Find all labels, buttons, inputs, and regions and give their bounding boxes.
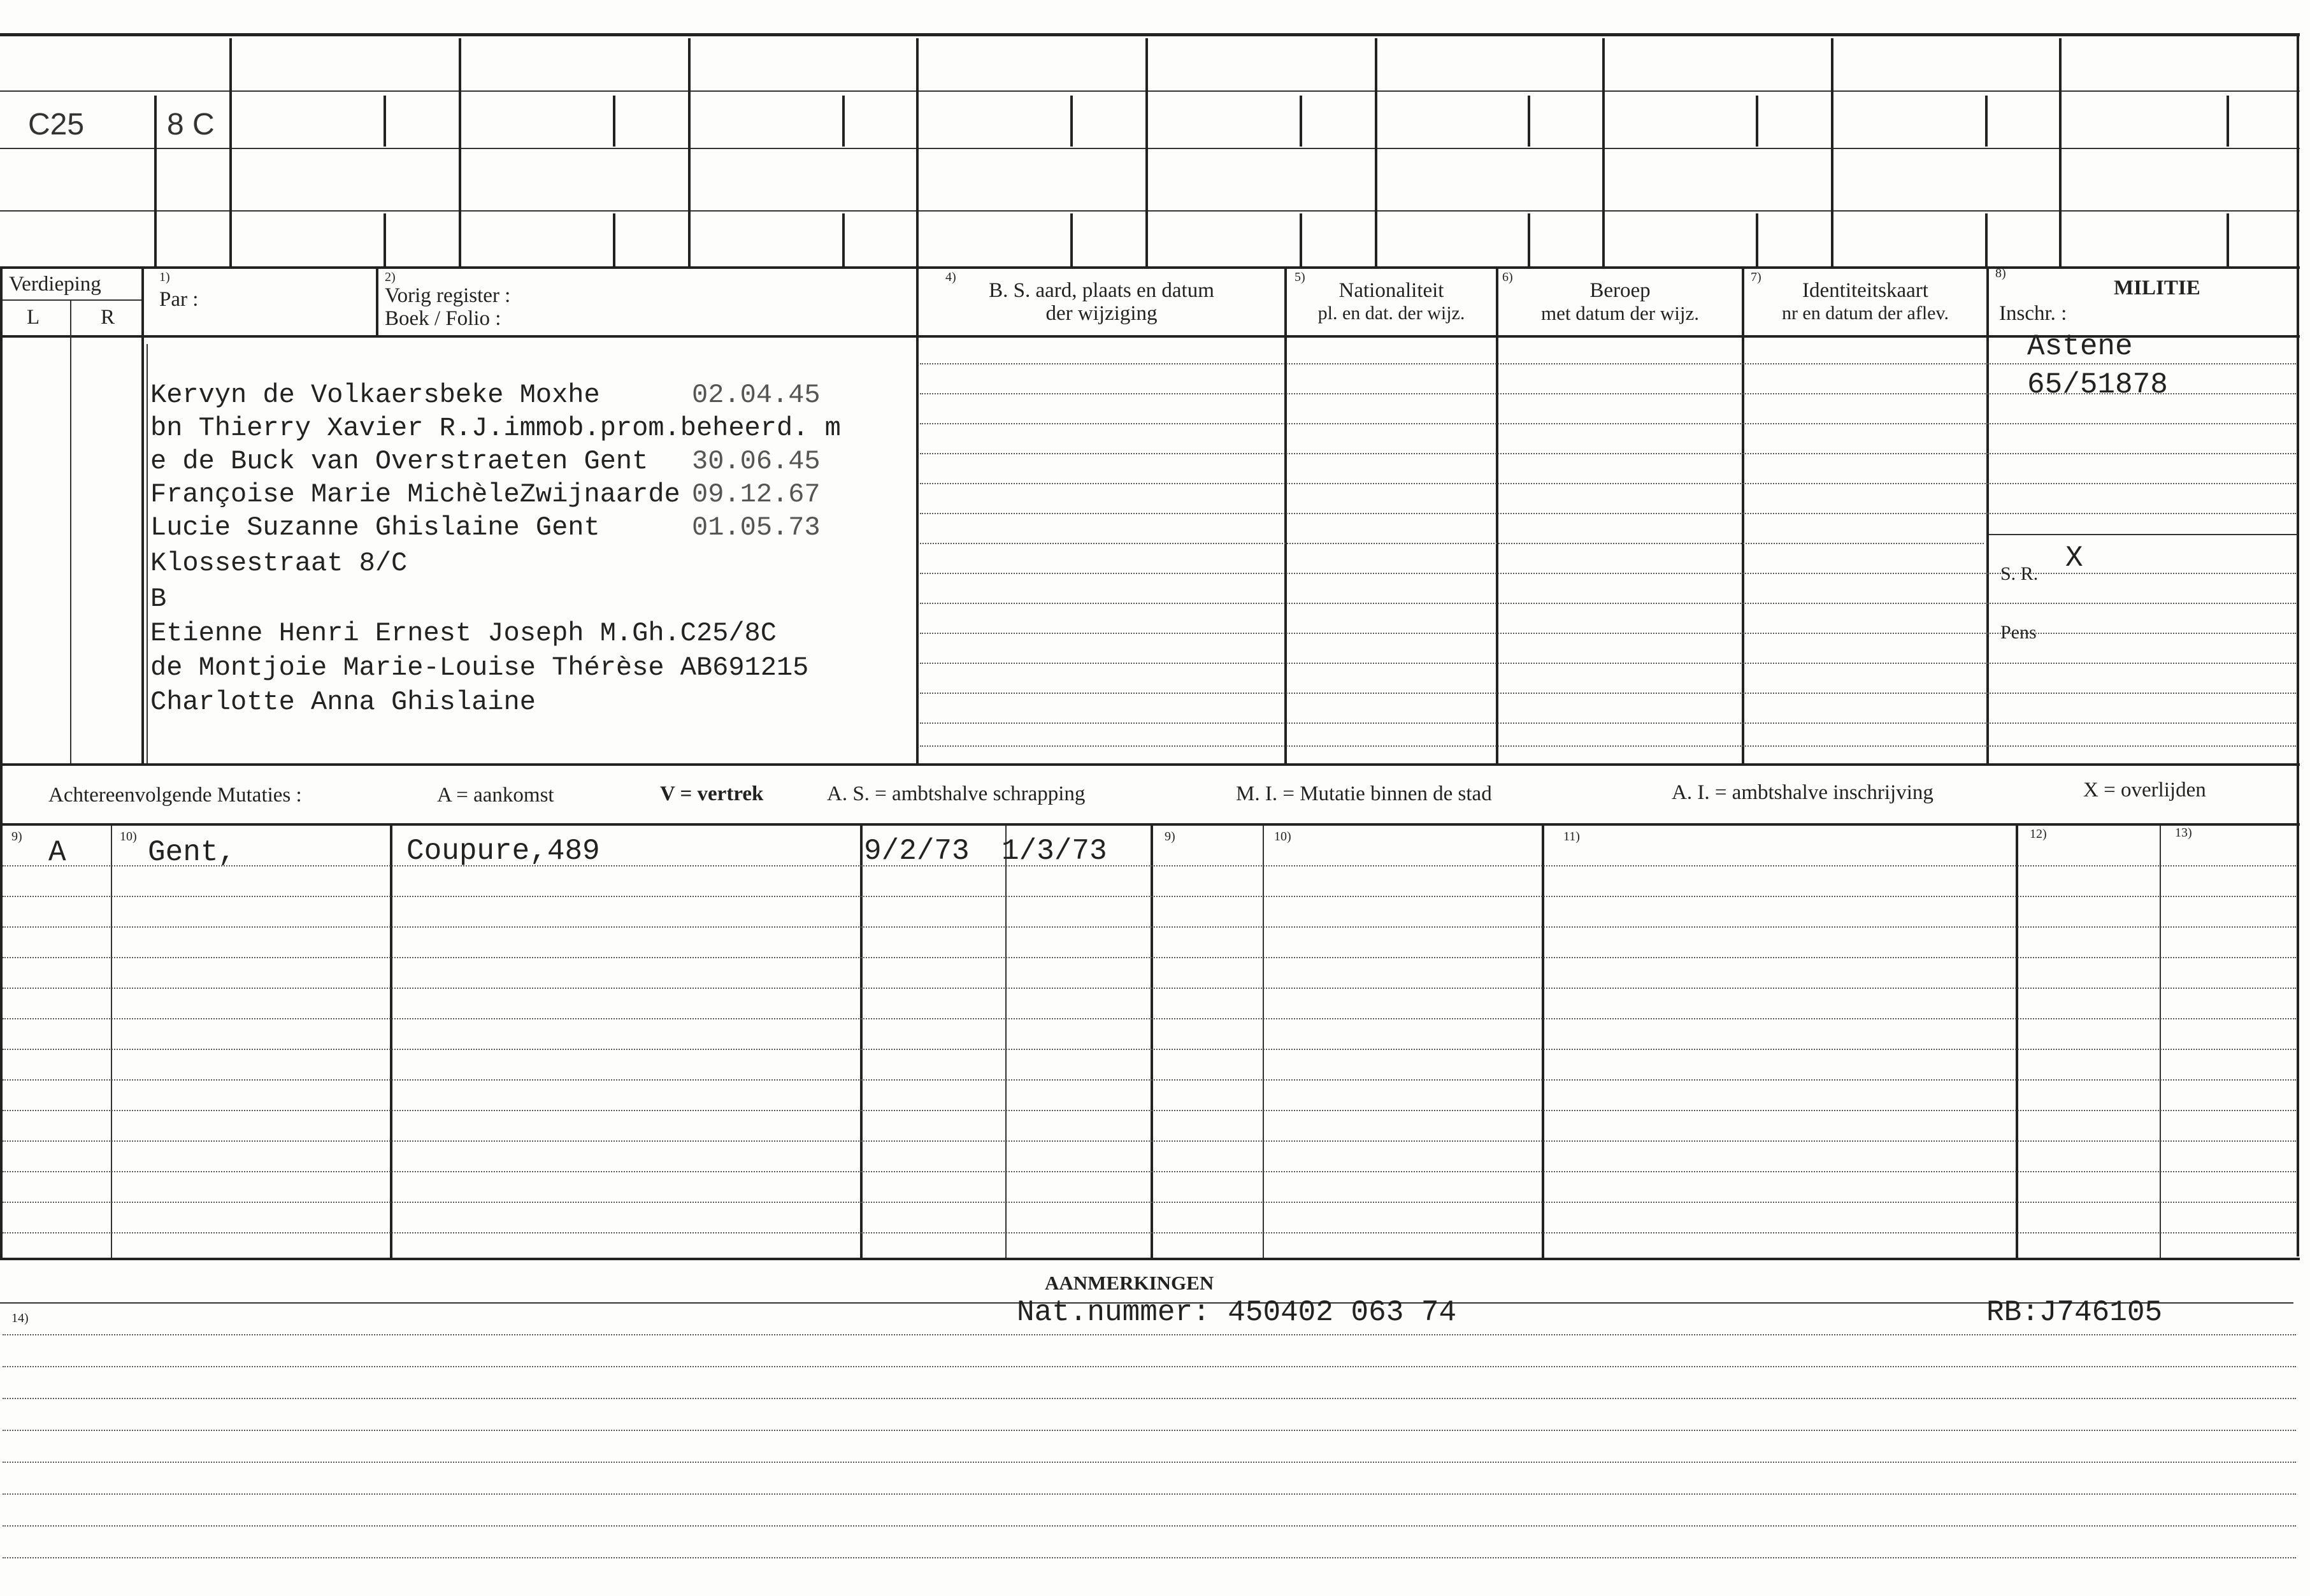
mutation-date-2: 1/3/73 [1001,835,1107,868]
field-number-5: 5) [1295,270,1305,284]
birth-date-2: 30.06.45 [692,446,821,477]
mutation-number-13: 13) [2175,826,2192,840]
person-line-7: B [150,584,167,614]
person-line-1: Kervyn de Volkaersbeke Moxhe [150,380,600,410]
person-line-4: Françoise Marie MichèleZwijnaarde [150,479,680,510]
left-label: L [27,306,40,329]
legend-x: X = overlijden [2083,779,2206,802]
remarks-title: AANMERKINGEN [1045,1272,1214,1294]
legend-a: A = aankomst [437,784,554,807]
identiteitskaart-header-line2: nr en datum der aflev. [1781,303,1949,324]
legend-v: V = vertrek [660,782,764,805]
rb-number: RB:J746105 [1986,1296,2163,1329]
sr-label: S. R. [2000,563,2039,584]
field-number-6: 6) [1502,270,1513,284]
mutation-date-1: 9/2/73 [864,835,970,868]
legend-as: A. S. = ambtshalve schrapping [827,782,1086,805]
mutation-number-12: 12) [2030,827,2047,841]
identiteitskaart-header-line1: Identiteitskaart [1802,279,1928,302]
bs-header-line2: der wijziging [1045,302,1158,325]
verdieping-label: Verdieping [9,273,101,296]
person-line-3: e de Buck van Overstraeten Gent [150,446,649,477]
floor-code: 8 C [167,108,215,141]
legend-title: Achtereenvolgende Mutaties : [48,784,302,807]
mutation-type: A [48,836,66,869]
sr-value: X [2065,542,2083,575]
mutation-number-9b: 9) [1165,830,1175,844]
field-number-8: 8) [1995,266,2006,280]
person-line-2: bn Thierry Xavier R.J.immob.prom.beheerd. m [150,413,841,443]
birth-date-3: 09.12.67 [692,479,821,510]
birth-date-1: 02.04.45 [692,380,821,410]
person-line-6: Klossestraat 8/C [150,548,408,579]
pens-label: Pens [2000,622,2037,643]
vorig-register-label: Vorig register : [385,284,511,307]
inschr-label: Inschr. : [1999,302,2067,325]
boek-folio-label: Boek / Folio : [385,307,501,330]
field-number-2: 2) [385,270,396,284]
nat-nummer: Nat.nummer: 450402 063 74 [1017,1296,1457,1329]
nationaliteit-header-line2: pl. en dat. der wijz. [1317,303,1465,324]
par-label: Par : [159,288,199,311]
mutation-number-9: 9) [11,830,22,844]
legend-ai: A. I. = ambtshalve inschrijving [1672,781,1933,804]
field-number-1: 1) [159,270,170,284]
person-line-8: Etienne Henri Ernest Joseph M.Gh.C25/8C [150,618,777,649]
field-number-7: 7) [1751,270,1761,284]
nationaliteit-header-line1: Nationaliteit [1338,279,1444,302]
field-number-4: 4) [945,270,956,284]
register-code: C25 [28,108,85,141]
beroep-header-line1: Beroep [1589,279,1651,302]
mutation-number-10: 10) [120,830,137,844]
person-line-9: de Montjoie Marie-Louise Thérèse AB691215 [150,652,809,683]
beroep-header-line2: met datum der wijz. [1541,302,1699,324]
birth-date-4: 01.05.73 [692,512,821,543]
legend-mi: M. I. = Mutatie binnen de stad [1236,782,1492,805]
person-line-5: Lucie Suzanne Ghislaine Gent [150,512,600,543]
militie-place: Astene [2027,330,2133,363]
remarks-number-14: 14) [11,1311,29,1325]
mutation-number-11: 11) [1563,830,1580,844]
right-label: R [101,306,115,329]
mutation-street: Coupure,489 [406,835,600,868]
militie-header: MILITIE [2114,277,2200,299]
bs-header-line1: B. S. aard, plaats en datum [989,279,1214,302]
mutation-number-10b: 10) [1274,830,1291,844]
mutation-city: Gent, [148,836,236,869]
militie-number: 65/51878 [2027,368,2168,401]
person-line-10: Charlotte Anna Ghislaine [150,687,536,717]
